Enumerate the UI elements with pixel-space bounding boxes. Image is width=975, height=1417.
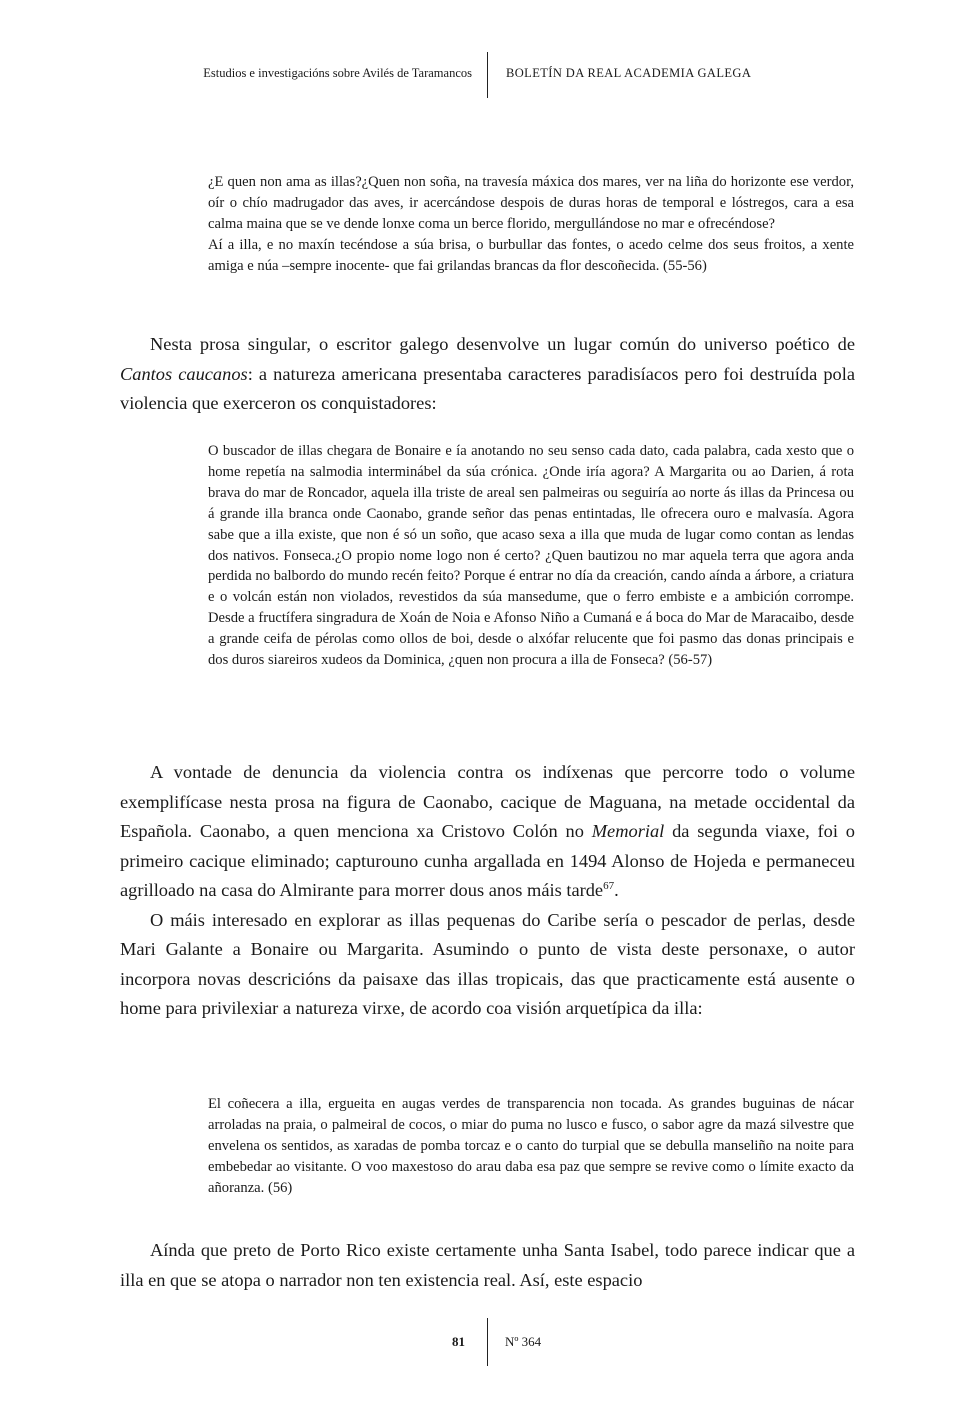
body-paragraph bbox=[120, 758, 855, 906]
italic-title: Memorial bbox=[591, 821, 665, 841]
header-journal-title: BOLETÍN DA REAL ACADEMIA GALEGA bbox=[506, 66, 752, 80]
header-series-title: Estudios e investigacións sobre Avilés de Taramancos bbox=[203, 66, 472, 80]
quote-paragraph: Aí a illa, e no maxín tecéndose a súa brisa, o burbullar das fontes, o acedo celme dos seus froitos, a xente amiga e núa –sempre inocente- que fai grilandas brancas da flor descoñecida. (55-56) bbox=[208, 236, 854, 274]
footnote-marker[interactable]: 67 bbox=[603, 879, 615, 892]
header-divider bbox=[487, 52, 488, 98]
quote-paragraph: O buscador de illas chegara de Bonaire e ía anotando no seu senso cada dato, cada palabra, cada xesto que o home repetía na salmodia interminábel da súa crónica. ¿Onde iría agora? A Margarita ou ao Darien, á rota brava do mar de Roncador, aquela illa triste de areal sen palmeiras ou seguiría ao norte ás illas da Princesa ou á grande illa branca onde Caonabo, grande señor das penas entintadas, lle ofrecera ouro e malvasía. Agora sabe que a illa existe, que non é só un soño, que acaso sexa a illa que muda de lugar como contan as lendas dos nativos. Fonseca.¿O propio nome logo non é certo? ¿Quen bautizou no mar aquela terra que agora anda perdida no balbordo do mundo recén feito? Porque é entrar no día da creación, cando aínda a árbore, a criatura e o volcán están non violados, revestidos da súa mansedume, que o ferro embiste e a ambición corrompe. Desde a fructífera singradura de Xoán de Noia e Afonso Niño a Cumaná e á boca do Mar de Maracaibo, desde a grande ceifa de pérolas como ollos de boi, desde o alxófar relucente que foi pasmo das donas principais e dos duros siareiros xudeos da Dominica, ¿quen non procura a illa de Fonseca? (56-57) bbox=[208, 443, 854, 669]
page-number: 81 bbox=[452, 1334, 465, 1349]
body-paragraph: O máis interesado en explorar as illas pequenas do Caribe sería o pescador de perlas, desde Mari Galante a Bonaire ou Margarita. Asumindo o punto de vista deste personaxe, o autor incorpora novas descricións da paisaxe das illas tropicais, das que practicamente está ausente o home para privilexiar a natureza virxe, de acordo coa visión arquetípica da illa: bbox=[120, 909, 855, 1018]
running-header bbox=[0, 52, 975, 100]
body-paragraph-1 bbox=[120, 330, 855, 419]
body-paragraph bbox=[120, 330, 855, 419]
quote-paragraph: El coñecera a illa, ergueita en augas verdes de transparencia non tocada. As grandes buguinas de nácar arroladas na praia, o palmeiral de cocos, o miar do puma no lusco e fusco, o sabor agre da mazá silvestre que envelena os sentidos, as xaradas de pomba torcaz e o canto do turpial que se debulla manseliño na noite para embebedar ao visitante. O voo maxestoso do arau daba esa paz que sempre se revive como o límite exacto da añoranza. (56) bbox=[208, 1096, 854, 1196]
footer-divider bbox=[487, 1318, 488, 1366]
block-quote-1 bbox=[208, 172, 854, 277]
body-text: A vontade de denuncia da violencia contra os indíxenas que percorre todo o volume exemplifícase nesta prosa na figura de Caonabo, cacique de Maguana, na metade occidental da Española. Caonabo, a quen menciona xa Cristovo Colón no bbox=[120, 762, 855, 841]
block-quote-3 bbox=[208, 1094, 854, 1199]
body-text: . bbox=[614, 880, 619, 900]
body-text: Nesta prosa singular, o escritor galego desenvolve un lugar común do universo poético de bbox=[150, 334, 855, 354]
block-quote-2 bbox=[208, 441, 854, 671]
body-paragraph-2 bbox=[120, 758, 855, 1024]
body-text: da segunda viaxe, foi o primeiro cacique eliminado; capturouno cunha argallada en 1494 Alonso de Hojeda e permaneceu agrilloado na casa do Almirante para morrer dous anos máis tarde bbox=[120, 821, 855, 900]
body-paragraph-4 bbox=[120, 1236, 855, 1295]
page-footer bbox=[0, 1318, 975, 1366]
quote-paragraph: ¿E quen non ama as illas?¿Quen non soña, na travesía máxica dos mares, ver na liña do horizonte ese verdor, oír o chío madrugador das aves, ir acercándose despois de duras horas de temporal e lóstregos, cara a esa calma maina que se ve dende lonxe coma un berce florido, mergullándose no mar e ofrecéndose? bbox=[208, 174, 854, 232]
issue-number: Nº 364 bbox=[505, 1334, 542, 1349]
italic-title: Cantos caucanos bbox=[120, 363, 248, 384]
body-text: : a natureza americana presentaba caracteres paradisíacos pero foi destruída pola violencia que exerceron os conquistadores: bbox=[120, 363, 855, 413]
body-paragraph: Aínda que preto de Porto Rico existe certamente unha Santa Isabel, todo parece indicar que a illa en que se atopa o narrador non ten existencia real. Así, este espacio bbox=[120, 1240, 855, 1290]
